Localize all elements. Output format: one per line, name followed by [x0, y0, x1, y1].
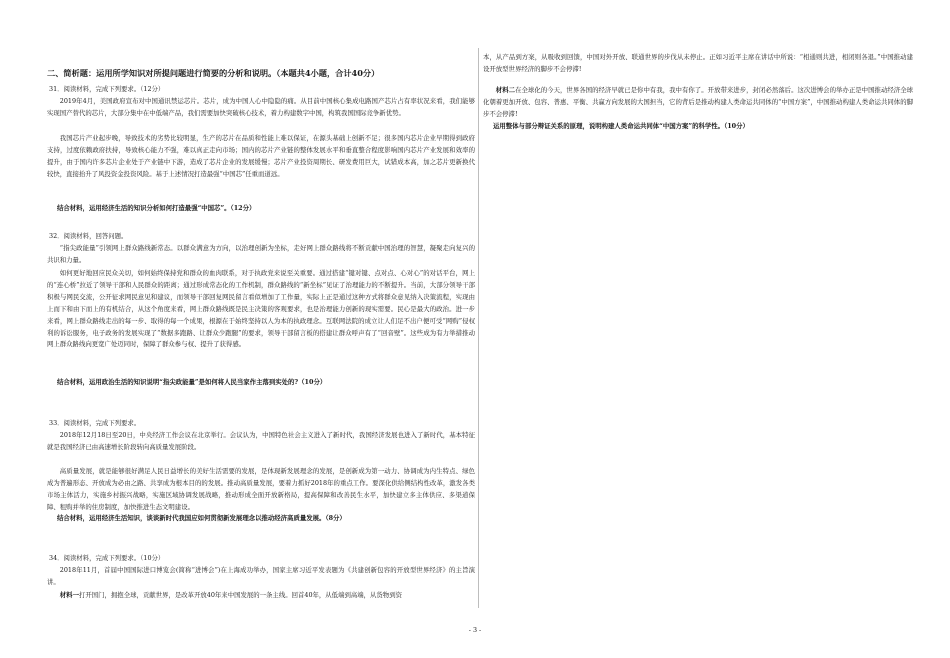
page-number: - 3 - [468, 626, 482, 634]
material2-text: 在全球化的今天，世界各国的经济早就已是你中有我，我中有你了。开放带来进步，封闭必然落后。这次进博会的举办正是中国推动经济全球化朝着更加开放、包容、普惠、平衡、共赢方向发展的大国担当，它的背后是推动构建人类命运共同体的“中国方案”，中国推动构建人类命运共同体的脚步不会停滞! [483, 86, 914, 118]
column-divider [478, 48, 479, 608]
q31-task: 结合材料，运用经济生活的知识分析如何打造最强“中国芯”。（12分） [57, 204, 256, 212]
q33-para1: 2018年12月18日至20日，中央经济工作会议在北京举行。会议认为，中国特色社会主义进入了新时代，我国经济发展也进入了新时代，基本特征就是我国经济已由高速增长阶段转向高质量发展阶段。 [47, 431, 475, 451]
material1-label: 材料一 [59, 591, 79, 599]
q34-para1: 2018年11月，首届中国国际进口博览会(简称“进博会”)在上海成功举办，国家主席习近平发表题为《共建创新包容的开放型世界经济》的主旨演讲。 [47, 566, 475, 586]
q34-material1-continued: 本，从产品到方案，从吸收到回馈，中国对外开放、联通世界的步伐从未停止。正如习近平主席在讲话中所说：“相通则共进，相闭则各退。”中国推动建设开放型世界经济的脚步不会停滞! [483, 53, 913, 73]
q33-title: 33．阅读材料，完成下列要求。 [49, 419, 141, 427]
q31-para2: 我国芯片产业起步晚，导致技术的劣势比较明显，生产的芯片在品质和性能上难以保证，在源头基础上创新不足；很多国内芯片企业早期得到政府支持，过度依赖政府扶持，导致核心能力不强，难以真正走向市场；国内的芯片产业链的整体发展水平和垂直整合程度影响国内芯片产业发展和效率的提升，由于国内许多芯片企业处于产业链中下游，造成了芯片企业的发展缓慢；芯片产业投资周期长、研发费用巨大，试错成本高，加之芯片更新换代较快，直接抬升了风投资金投资风险。基于上述情况打造最强“中国芯”任重而道远。 [47, 134, 475, 178]
q34-material2 [483, 85, 913, 121]
material1-text-start: 打开国门，拥抱全球，贡献世界，是改革开放40年来中国发展的一条主线。回首40年，从低端到高端，从货物到资 [78, 591, 402, 599]
material2-label: 材料二 [495, 86, 516, 94]
q32-para2: 如何更好地回应民众关切，如何始终保持党和群众的血肉联系，对于执政党来说至关重要。通过搭建“键对键、点对点、心对心”的对话平台，网上的“连心桥”拉近了领导干部和人民群众的距离；通过形成常态化的工作机制，群众路线的“新坐标”见证了治理能力的不断提升。当前，大部分领导干部积极与网民交流，公开征求网民意见和建议，而领导干部回复网民留言看似增加了工作量，实际上正是通过这种方式将群众意见纳入决策流程，实现由上而下和由下而上的有机结合，从这个角度来看，网上群众路线既是民主决策的客观要求，也是治理能力创新的现实需要。民心是最大的政治。进一步来看，网上群众路线走出的每一步、取得的每一个成果，根源在于始终坚持以人为本的执政理念。互联网法院的成立让人们足不出户便可受“网购”侵权利的诉讼服务，电子政务的发展实现了“数据多跑路、让群众少跑腿”的要求，领导干部留言板的搭建让群众呼声有了“回音壁”。这些成为有力举措推动网上群众路线向更宽广处迈同时，保障了群众参与权、提升了获得感。 [47, 269, 475, 349]
q31-title: 31．阅读材料，完成下列要求。（12分） [49, 85, 165, 93]
q32-task: 结合材料，运用政治生活的知识说明“指尖政能量”是如何将人民当家作主落到实处的?（10分） [57, 378, 327, 386]
q32-title: 32．阅读材料，回答问题。 [49, 232, 128, 240]
q31-para1: 2019年4月，美国政府宣布对中国通讯禁运芯片。芯片，成为中国人心中隐隐的痛。从目前中国核心集成电路国产芯片占有率状况来看，我们能够实现国产替代的芯片，大部分集中在中低端产品，我们需要加快突破核心技术，着力构建数字中国，构筑我国国际竞争新优势。 [47, 97, 475, 117]
q32-para1: “指尖政能量”引领网上群众路线新常态。以群众满意为方向，以治理创新为坐标，走好网上群众路线将不断贡献中国治理的智慧，凝聚走向复兴的共识和力量。 [47, 244, 475, 264]
q33-task: 结合材料，运用经济生活知识，谈谈新时代我国应如何贯彻新发展理念以推动经济高质量发展。（8分） [57, 514, 346, 522]
q33-para2: 高质量发展，就是能够很好满足人民日益增长的美好生活需要的发展，是体现新发展理念的发展，是创新成为第一动力、协调成为内生特点、绿色成为普遍形态、开放成为必由之路、共享成为根本目的的发展。推动高质量发展，要着力抓好2018年的重点工作。要深化供给侧结构性改革，激发各类市场主体活力，实施乡村振兴战略，实施区域协调发展战略，推动形成全面开放新格局，提高保障和改善民生水平，加快建立多主体供应、多渠道保障、租购并举的住房制度，加快推进生态文明建设。 [47, 467, 475, 511]
q34-task: 运用整体与部分辩证关系的原理，说明构建人类命运共同体“中国方案”的科学性。（10分） [493, 122, 749, 130]
q34-title: 34．阅读材料，完成下列要求。（10分） [49, 554, 165, 562]
section-heading: 二、简析题：运用所学知识对所提问题进行简要的分析和说明。（本题共4小题，合计40分） [47, 68, 380, 78]
q34-material1 [47, 590, 475, 602]
